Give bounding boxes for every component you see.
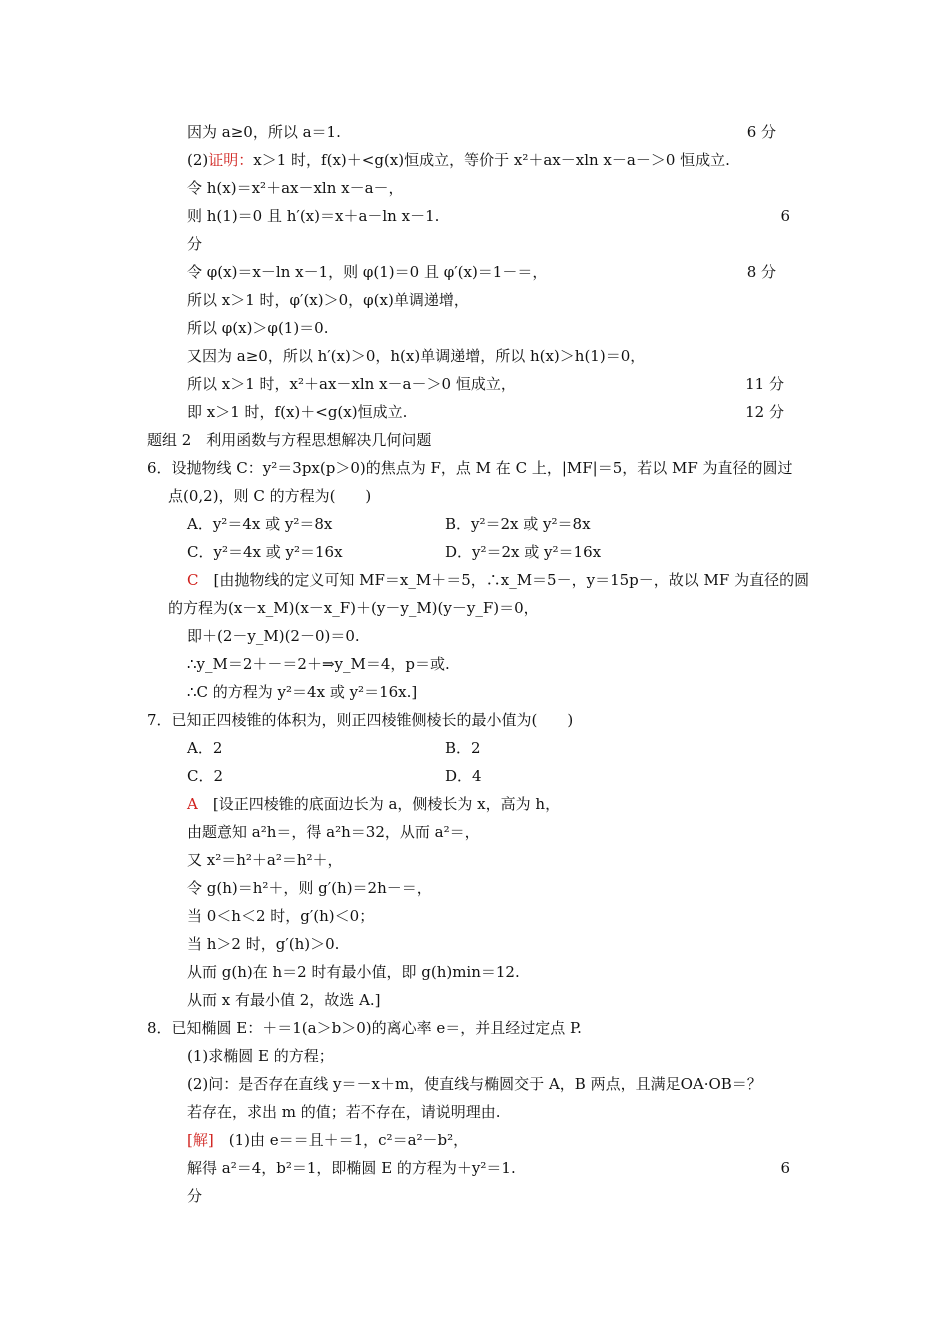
text-line: 从而 x 有最小值 2，故选 A.] xyxy=(187,991,381,1009)
answer-letter: A xyxy=(187,795,198,813)
text-line: 令 φ(x)＝x－ln x－1，则 φ(1)＝0 且 φ′(x)＝1－＝， xyxy=(187,263,548,281)
text-line: 令 h(x)＝x²＋ax－xln x－a－， xyxy=(187,179,404,197)
option-b: B．2 xyxy=(445,739,481,757)
text-line: 分 xyxy=(187,235,203,253)
option-a: A．y²＝4x 或 y²＝8x xyxy=(187,515,333,533)
score-mark: 6 xyxy=(780,207,790,225)
text-line: ∴y_M＝2＋－＝2＋⇒y_M＝4，p＝或. xyxy=(187,655,450,673)
option-c: C．y²＝4x 或 y²＝16x xyxy=(187,543,343,561)
answer-line: C [由抛物线的定义可知 MF＝x_M＋＝5，∴x_M＝5－，y＝15p－，故以 MF 为直径的圆 xyxy=(187,571,810,589)
text-line: 因为 a≥0，所以 a＝1. xyxy=(187,123,341,141)
text-line: (1)求椭圆 E 的方程； xyxy=(187,1047,334,1065)
answer-line: A [设正四棱锥的底面边长为 a，侧棱长为 x，高为 h， xyxy=(187,795,561,813)
score-mark: 11 分 xyxy=(745,375,784,393)
text-line: 又 x²＝h²＋a²＝h²＋， xyxy=(187,851,343,869)
text-line: 点(0,2)，则 C 的方程为( ) xyxy=(168,487,372,505)
question-6: 6．设抛物线 C：y²＝3px(p＞0)的焦点为 F，点 M 在 C 上，|MF|＝5，若以 MF 为直径的圆过 xyxy=(147,459,793,477)
text-line: 所以 x＞1 时，φ′(x)＞0，φ(x)单调递增， xyxy=(187,291,469,309)
text-line: 则 h(1)＝0 且 h′(x)＝x＋a－ln x－1. xyxy=(187,207,440,225)
solution-line: [解] (1)由 e＝＝且＋＝1，c²＝a²－b²， xyxy=(187,1131,469,1149)
option-a: A．2 xyxy=(187,739,223,757)
text-line: 所以 φ(x)＞φ(1)＝0. xyxy=(187,319,329,337)
text-line: (2)证明：x＞1 时，f(x)＋<g(x)恒成立，等价于 x²＋ax－xln x－a－＞0 恒成立. xyxy=(187,151,730,169)
proof-label: 证明： xyxy=(208,151,254,169)
text-line: 从而 g(h)在 h＝2 时有最小值，即 g(h)min＝12. xyxy=(187,963,520,981)
option-c: C．2 xyxy=(187,767,224,785)
option-b: B．y²＝2x 或 y²＝8x xyxy=(445,515,591,533)
question-8: 8．已知椭圆 E：＋＝1(a＞b＞0)的离心率 e＝，并且经过定点 P. xyxy=(147,1019,582,1037)
text-line: 分 xyxy=(187,1187,203,1205)
score-mark: 6 xyxy=(780,1159,790,1177)
text-line: (2)问：是否存在直线 y＝－x＋m，使直线与椭圆交于 A，B 两点，且满足OA·OB＝？ xyxy=(187,1075,762,1093)
answer-letter: C xyxy=(187,571,199,589)
section-heading: 题组 2 利用函数与方程思想解决几何问题 xyxy=(147,431,432,449)
score-mark: 6 分 xyxy=(746,123,776,141)
option-d: D．4 xyxy=(445,767,482,785)
text-line: 即 x＞1 时，f(x)＋<g(x)恒成立. xyxy=(187,403,408,421)
option-d: D．y²＝2x 或 y²＝16x xyxy=(445,543,602,561)
question-7: 7．已知正四棱锥的体积为，则正四棱锥侧棱长的最小值为( ) xyxy=(147,711,574,729)
text-line: 当 0＜h＜2 时，g′(h)＜0； xyxy=(187,907,375,925)
score-mark: 12 分 xyxy=(745,403,784,421)
text-line: ∴C 的方程为 y²＝4x 或 y²＝16x.] xyxy=(187,683,418,701)
solution-label: [解] xyxy=(187,1131,214,1149)
text-line: 又因为 a≥0，所以 h′(x)＞0，h(x)单调递增，所以 h(x)＞h(1)＝0， xyxy=(187,347,646,365)
text-line: 令 g(h)＝h²＋，则 g′(h)＝2h－＝， xyxy=(187,879,432,897)
text-line: 由题意知 a²h＝，得 a²h＝32，从而 a²＝， xyxy=(187,823,480,841)
text-line: 即＋(2－y_M)(2－0)＝0. xyxy=(187,627,360,645)
text-line: 当 h＞2 时，g′(h)＞0. xyxy=(187,935,340,953)
text-line: 解得 a²＝4，b²＝1，即椭圆 E 的方程为＋y²＝1. xyxy=(187,1159,516,1177)
score-mark: 8 分 xyxy=(746,263,776,281)
text-line: 所以 x＞1 时，x²＋ax－xln x－a－＞0 恒成立， xyxy=(187,375,516,393)
text-line: 的方程为(x－x_M)(x－x_F)＋(y－y_M)(y－y_F)＝0， xyxy=(168,599,539,617)
text-line: 若存在，求出 m 的值；若不存在，请说明理由. xyxy=(187,1103,501,1121)
